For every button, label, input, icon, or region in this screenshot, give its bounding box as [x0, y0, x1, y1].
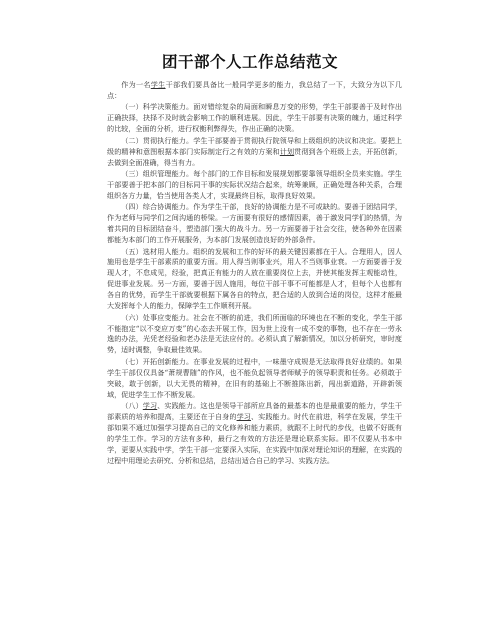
document-title: 团干部个人工作总结范文 — [161, 52, 338, 71]
paragraph — [107, 247, 402, 312]
paragraph-text: （三）组织管理能力。每个部门的工作目标和发展规划都要靠领导组织全员来实施。学生干部要善于把本部门的目标同干事的实际状况结合起来，统筹兼顾，正确处理各种关系，合理组织各方力量，恰当使用各类人才，实现最终目标，取得良好效果。 — [107, 169, 402, 200]
underlined-term[interactable]: 学习 — [236, 411, 251, 421]
paragraph — [107, 102, 402, 135]
paragraph — [107, 202, 402, 246]
paragraph-text: 、实践能力。时代在前进，科学在发展，学生干部如果不通过加强学习提高自己的文化修养和能力素质，就跟不上时代的步伐，也做不好既有的学生工作。学习的方法有多种，最行之有效的方法还是理论联系实际。即不仅要从书本中学，更要从实践中学，学生干部一定要深入实际，在实践中加深对理论知识的理解，在实践的过程中用理论去研究、分析和总结，总结出适合自己的学习、实践方法。 — [107, 411, 403, 465]
document-body — [107, 80, 402, 467]
paragraph-text: （七）开拓创新能力。在事业发展的过程中，一味墨守成规是无法取得良好业绩的。如果学生干部仅仅具备“萧规曹随”的作风，也不能负起领导者师赋予的领导职责和任务。必须敢于突破，敢于创新，以大无畏的精神，在旧有的基础上不断推陈出新，闯出新道路，开辟新领域，促进学生工作不断发展。 — [107, 356, 402, 399]
paragraph — [107, 80, 402, 102]
paragraph-text: 、实践能力。这也是领导干部所应具备的最基本的也是最重要的能力，学生干部素质的培养和提高，主要还在于自身的 — [107, 401, 402, 421]
paragraph — [107, 401, 402, 466]
underlined-term[interactable]: 学生 — [150, 80, 166, 89]
paragraph-text: 干部我们要具备比一般同学更多的能力，我总结了一下，大致分为以下几点： — [107, 80, 403, 100]
paragraph-text: （五）选材用人能力。组织的发展和工作的好坏的最关键因素都在于人。合理用人，因人施用也是学生干部素质的重要方面。用人得当则事业兴，用人不当则事业衰。一方面要善于发现人才，不怠成见，经验，把真正有能力的人放在重要岗位上去，并使其能发挥主观能动性，促进事业发展。另一方面，要善于因人施用，每位干部干事不可能都是人才，但每个人也都有各自的优势，而学生干部就要根据下属各自的特点，把合适的人放到合适的岗位，这样才能最大发挥每个人的能力，保障学生工作顺利开展。 — [107, 246, 402, 311]
paragraph-text: （一）科学决策能力。面对错综复杂的局面和瞬息万变的形势，学生干部要善于及时作出正确抉择，抉择不及时就会影响工作的顺利进展。因此，学生干部要有决策的魄力，通过科学的比较，全面的分析，进行权衡利弊得失，作出正确的决策。 — [107, 102, 402, 134]
paragraph — [107, 169, 402, 202]
underlined-term[interactable]: 学习 — [142, 401, 158, 411]
paragraph-text: （八） — [121, 401, 143, 411]
paragraph — [107, 136, 402, 169]
paragraph — [107, 357, 402, 401]
paragraph-text: 作为一名 — [121, 80, 151, 89]
paragraph — [107, 313, 402, 357]
underlined-term[interactable]: 计划 — [279, 146, 295, 156]
paragraph-text: 贯彻到各个班级上去，开拓创新，去做到全面准确，得当有力。 — [107, 146, 403, 167]
paragraph-text: （二）贯彻执行能力。学生干部要善于贯彻执行院领导和上级组织的决议和决定。要把上级的精神和意图根据本部门实际制定行之有效的方案和 — [107, 135, 402, 156]
paragraph-text: （四）综合协调能力。作为学生干部，良好的协调能力是不可或缺的。要善于团结同学，作为老师与同学们之间沟通的桥梁。一方面要有很好的感情因素，善于激发同学们的热情，为着共同的目标团结奋斗，塑造部门强大的战斗力。另一方面要善于社会交往，使各种外在因素都能为本部门的工作开展服务，为本部门发展创造良好的外部条件。 — [107, 202, 402, 245]
paragraph-text: （六）处事应变能力。社会在不断的前进，我们所面临的环境也在不断的变化，学生干部不能抱定“以不变应万变”的心态去开展工作，因为世上没有一成不变的事物，也不存在一劳永逸的办法，光凭老经验和老办法是无法应付的。必须认真了解新情况，加以分析研究，审时度势，适时调整，争取最佳效果。 — [107, 312, 402, 355]
